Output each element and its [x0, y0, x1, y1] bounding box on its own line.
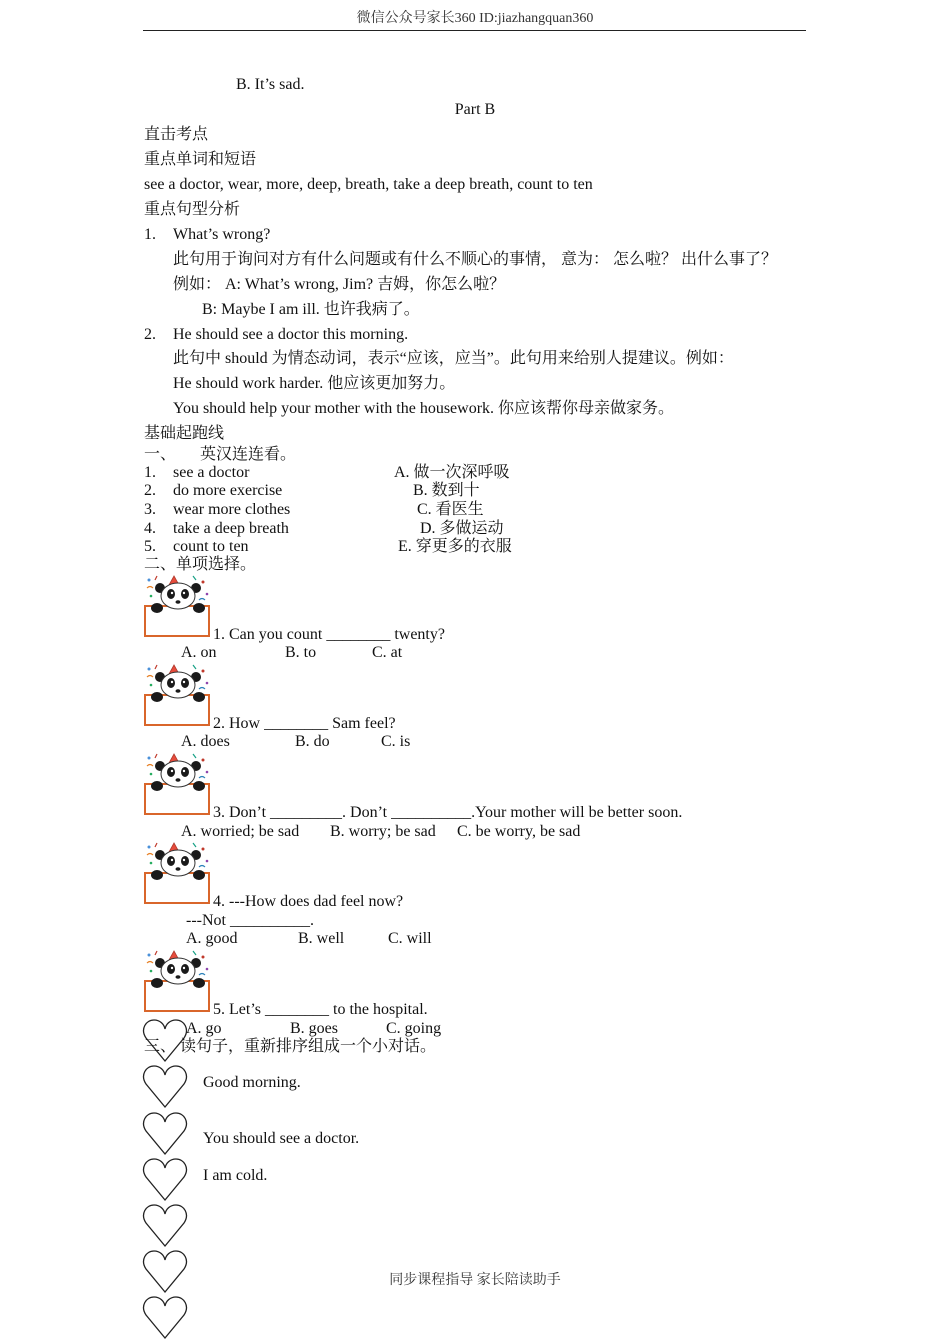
sentence-2-explanation: 此句中 should 为情态动词，表示“应该，应当”。此句用来给别人提建议。例如：: [173, 350, 734, 367]
section-basic: 基础起跑线: [144, 425, 225, 442]
sentence-2-example-1: He should work harder. 他应该更加努力。: [173, 375, 456, 392]
q1-option-b[interactable]: B. to: [285, 644, 317, 661]
heart-answer-icon[interactable]: [142, 1295, 188, 1341]
question-4: 4. ---How does dad feel now?: [213, 893, 404, 910]
match-left-num: 2.: [144, 482, 156, 499]
match-left-item: count to ten: [173, 538, 249, 555]
q5-option-c[interactable]: C. going: [386, 1020, 442, 1037]
sentence-1-explanation: 此句用于询问对方有什么问题或有什么不顺心的事情， 意为： 怎么啦？ 出什么事了？: [173, 251, 778, 268]
previous-option-b: B. It’s sad.: [236, 76, 305, 93]
q4-option-c[interactable]: C. will: [388, 930, 432, 947]
question-3: 3. Don’t _________. Don’t __________.Your mother will be better soon.: [213, 804, 683, 821]
q2-option-c[interactable]: C. is: [381, 733, 411, 750]
exercise-3-title: 三、 读句子，重新排序组成一个小对话。: [144, 1038, 437, 1055]
panda-sign-icon: [143, 663, 213, 729]
heart-answer-icon[interactable]: [142, 1203, 188, 1249]
q4-option-a[interactable]: A. good: [186, 930, 238, 947]
sentence-2-example-2: You should help your mother with the housework. 你应该帮你母亲做家务。: [173, 400, 675, 417]
q2-option-a[interactable]: A. does: [181, 733, 230, 750]
question-4-response: ---Not __________.: [186, 912, 314, 929]
sentence-1-example-a: 例如： A: What’s wrong, Jim? 吉姆，你怎么啦？: [173, 276, 506, 293]
heart-answer-icon[interactable]: [142, 1064, 188, 1110]
vocab-list: see a doctor, wear, more, deep, breath, take a deep breath, count to ten: [144, 176, 593, 193]
exercise-1-title: 一、 英汉连连看。: [144, 446, 297, 463]
heart-answer-icon[interactable]: [142, 1157, 188, 1203]
heart-answer-icon[interactable]: [142, 1111, 188, 1157]
match-left-num: 1.: [144, 464, 156, 481]
match-left-item: wear more clothes: [173, 501, 291, 518]
question-2: 2. How ________ Sam feel?: [213, 715, 396, 732]
dialogue-sentence: Good morning.: [203, 1074, 301, 1091]
panda-sign-icon: [143, 841, 213, 907]
match-left-item: do more exercise: [173, 482, 283, 499]
sentence-1-example-b: B: Maybe I am ill. 也许我病了。: [202, 301, 420, 318]
q2-option-b[interactable]: B. do: [295, 733, 330, 750]
panda-sign-icon: [143, 949, 213, 1015]
match-right-item: D. 多做运动: [420, 520, 504, 537]
match-left-num: 4.: [144, 520, 156, 537]
match-right-item: E. 穿更多的衣服: [398, 538, 512, 555]
sentence-1-title: What’s wrong?: [173, 226, 271, 243]
q5-option-b[interactable]: B. goes: [290, 1020, 338, 1037]
section-key-points: 直击考点: [144, 126, 209, 143]
q3-option-b[interactable]: B. worry; be sad: [330, 823, 436, 840]
section-vocab: 重点单词和短语: [144, 151, 257, 168]
exercise-2-title: 二、单项选择。: [144, 556, 257, 573]
q1-option-c[interactable]: C. at: [372, 644, 403, 661]
sentence-2-number: 2.: [144, 326, 156, 343]
q1-option-a[interactable]: A. on: [181, 644, 217, 661]
match-right-item: C. 看医生: [417, 501, 484, 518]
q3-option-a[interactable]: A. worried; be sad: [181, 823, 300, 840]
question-1: 1. Can you count ________ twenty?: [213, 626, 445, 643]
q3-option-c[interactable]: C. be worry, be sad: [457, 823, 581, 840]
q4-option-b[interactable]: B. well: [298, 930, 345, 947]
panda-sign-icon: [143, 574, 213, 640]
match-left-num: 3.: [144, 501, 156, 518]
part-title: Part B: [454, 101, 496, 118]
sentence-2-title: He should see a doctor this morning.: [173, 326, 409, 343]
dialogue-sentence: I am cold.: [203, 1167, 268, 1184]
header-rule: [143, 30, 806, 31]
match-right-item: A. 做一次深呼吸: [394, 464, 510, 481]
q5-option-a[interactable]: A. go: [186, 1020, 222, 1037]
match-right-item: B. 数到十: [413, 482, 480, 499]
question-5: 5. Let’s ________ to the hospital.: [213, 1001, 428, 1018]
match-left-num: 5.: [144, 538, 156, 555]
page-header: 微信公众号家长360 ID:jiazhangquan360: [356, 11, 594, 26]
dialogue-sentence: You should see a doctor.: [203, 1130, 360, 1147]
page-footer: 同步课程指导 家长陪读助手: [389, 1273, 561, 1288]
match-left-item: see a doctor: [173, 464, 250, 481]
section-sentences: 重点句型分析: [144, 201, 241, 218]
match-left-item: take a deep breath: [173, 520, 289, 537]
panda-sign-icon: [143, 752, 213, 818]
sentence-1-number: 1.: [144, 226, 156, 243]
